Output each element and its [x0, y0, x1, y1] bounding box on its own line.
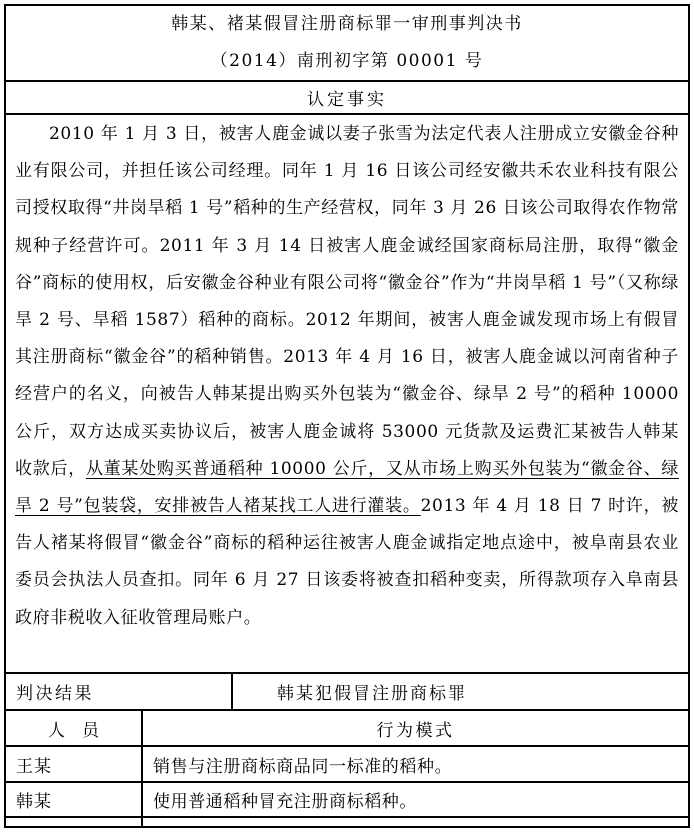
person-behavior-cell: [143, 747, 688, 781]
table-row: [6, 781, 688, 816]
person-name-cell: [6, 783, 143, 816]
person-header-cell: [6, 711, 143, 745]
person-name: 韩某: [16, 792, 52, 812]
case-number: （2014）南刑初字第 00001 号: [210, 51, 484, 71]
facts-paragraph: [6, 115, 688, 637]
table-row: [6, 745, 688, 781]
document-title: 韩某、褚某假冒注册商标罪一审刑事判决书: [171, 14, 523, 34]
verdict-value-cell: [233, 674, 688, 709]
behavior-header-label: 行为模式: [376, 720, 455, 741]
person-behavior: 销售与注册商标商品同一标准的稻种。: [153, 756, 453, 777]
verdict-label: 判决结果: [16, 684, 94, 704]
section-header-row: [6, 80, 688, 113]
judgment-table: [4, 4, 690, 828]
verdict-row: [6, 672, 688, 709]
cutoff-row: [6, 816, 688, 826]
person-name: 王某: [16, 756, 52, 777]
personnel-header-row: [6, 709, 688, 745]
person-behavior: 使用普通稻种冒充注册商标稻种。: [153, 792, 417, 812]
cutoff-left-cell: [6, 818, 143, 826]
facts-text-before: 2010 年 1 月 3 日，被害人鹿金诚以妻子张雪为法定代表人注册成立安徽金谷种业有限公司，并担任该公司经理。同年 1 月 16 日该公司经安徽共禾农业科技有限公司授权取得“井岗旱稻 1 号”稻种的生产经营权，同年 3 月 26 日该公司取得农作物常规种子经营许可。2011 年 3 月 14 日被害人鹿金诚经国家商标局注册，取得“徽金谷”商标的使用权，后安徽金谷种业有限公司将“徽金谷”作为“井岗旱稻 1 号”（又称绿旱 2 号、旱稻 1587）稻种的商标。2012 年期间，被害人鹿金诚发现市场上有假冒其注册商标“徽金谷”的稻种销售。2013 年 4 月 16 日，被害人鹿金诚以河南省种子经营户的名义，向被告人韩某提出购买外包装为“徽金谷、绿旱 2 号”的稻种 10000 公斤，双方达成买卖协议后，被害人鹿金诚将 53000 元货款及运费汇某被告人韩某收款后，: [15, 124, 679, 479]
behavior-header-cell: [143, 711, 688, 745]
verdict-label-cell: [6, 674, 233, 709]
facts-text-after: 2013 年 4 月 18 日 7 时许，被告人褚某将假冒“徽金谷”商标的稻种运往被害人鹿金诚指定地点途中，被阜南县农业委员会执法人员查扣。同年 6 月 27 日该委将被查扣稻种变卖，所得款项存入阜南县政府非税收入征收管理局账户。: [15, 496, 679, 628]
person-header-label: 人 员: [48, 720, 99, 741]
title-block: [6, 6, 688, 80]
facts-text-underlined: 从董某处购买普通稻种 10000 公斤，又从市场上购买外包装为“徽金谷、绿旱 2 号”包装袋，安排被告人褚某找工人进行灌装。: [15, 458, 679, 517]
cutoff-right-cell: [143, 818, 688, 826]
person-behavior-cell: [143, 783, 688, 816]
facts-cell: [6, 113, 688, 672]
section-header-label: 认定事实: [307, 90, 387, 110]
verdict-value: 韩某犯假冒注册商标罪: [277, 684, 467, 704]
person-name-cell: [6, 747, 143, 781]
